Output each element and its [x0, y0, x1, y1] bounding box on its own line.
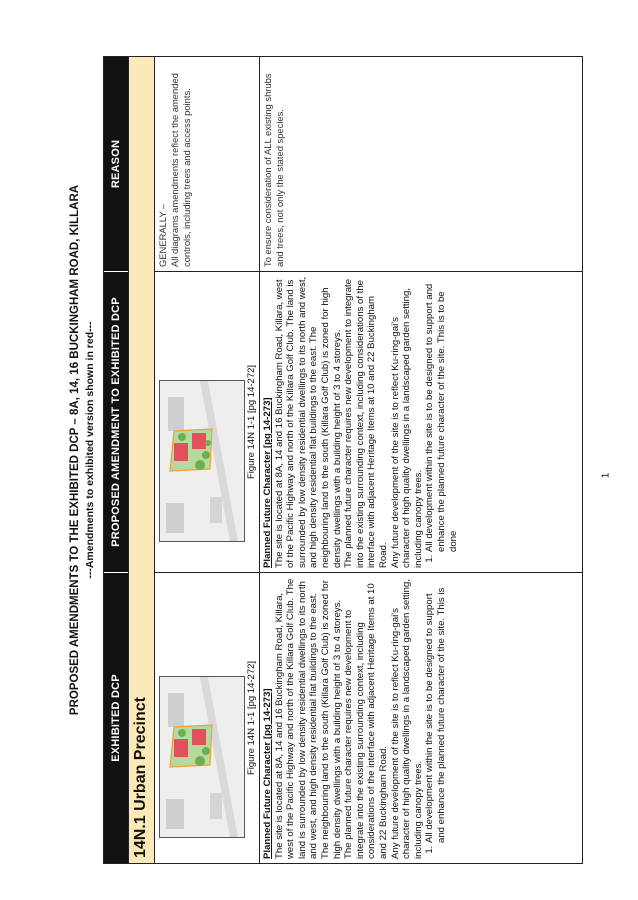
building-shape — [168, 397, 184, 431]
tree-icon — [195, 756, 205, 766]
building-footprint — [192, 729, 206, 745]
tree-icon — [178, 729, 186, 737]
figure-caption: Figure 14N 1-1 [pg 14-272] — [246, 660, 257, 776]
reason-text: All diagrams amendments reflect the amended controls, including trees and access points. — [168, 73, 192, 267]
paragraph: The planned future character requires new development to integrate into the existing surrounding context, including considerations of the interface with adjacent Heritage Items at 10 and 22 Buckingham Road. — [343, 278, 389, 568]
building-footprint — [174, 443, 188, 461]
numbered-list — [424, 577, 447, 859]
figure-caption: Figure 14N 1-1 [pg 14-272] — [246, 364, 257, 480]
tree-icon — [202, 747, 210, 755]
paragraph: The planned future character requires new development to integrate into the existing surrounding context, including considerations of the interface with adjacent Heritage Items at 10 and 22 Buckingham Road. — [343, 583, 389, 859]
proposed-figure-cell — [155, 272, 259, 572]
numbered-list — [424, 276, 459, 568]
section-heading: Planned Future Character [pg 14-273] — [262, 397, 273, 568]
reason-label: GENERALLY – — [157, 203, 168, 267]
table-row — [155, 57, 260, 863]
paragraph: The site is located at 8A, 14 and 16 Buckingham Road, Killara, west of the Pacific Highway and north of the Killara Golf Club. The land is surrounded by low density residential dwellings to its north and west, and high density residential flat buildings to the east. The neighbouring land to the south (Killara Golf Club) is zoned for high density dwellings with a building height of 3 to 4 storeys. — [273, 578, 343, 859]
section-heading: Planned Future Character [pg 14-273] — [262, 688, 273, 859]
site-plan-map — [160, 677, 244, 837]
building-shape — [210, 497, 222, 523]
document-heading — [68, 130, 97, 770]
document-subtitle: ---Amendments to exhibited version shown in red--- — [84, 321, 96, 579]
tree-icon — [195, 460, 205, 470]
reason-cell — [260, 57, 582, 271]
table-row — [260, 57, 582, 863]
building-shape — [168, 693, 184, 727]
page-number: 1 — [600, 472, 612, 479]
section-row — [128, 57, 155, 863]
paragraph: Any future development of the site is to reflect Ku-ring-gai's character of high quality dwellings in a landscaped garden setting, including canopy trees. — [389, 288, 424, 568]
building-shape — [166, 799, 184, 829]
column-header-exhibited: EXHIBITED DCP — [110, 674, 122, 762]
tree-icon — [178, 433, 186, 441]
reason-text: To ensure consideration of ALL existing shrubs and trees, not only the stated species. — [262, 73, 285, 267]
list-item: 1. All development within the site is to be designed to support and enhance the planned future character of the site. This is to be done — [424, 276, 459, 552]
section-title: 14N.1 Urban Precinct — [132, 697, 149, 858]
table-header-row — [104, 57, 128, 863]
column-header-proposed: PROPOSED AMENDMENT TO EXHIBITED DCP — [110, 297, 122, 547]
paragraph: Any future development of the site is to reflect Ku-ring-gai's character of high quality dwellings in a landscaped garden setting, including canopy trees. — [389, 579, 424, 859]
building-shape — [210, 793, 222, 819]
site-plan-map — [160, 381, 244, 541]
document-title: PROPOSED AMENDMENTS TO THE EXHIBITED DCP – 8A, 14, 16 BUCKINGHAM ROAD, KILLARA — [69, 184, 81, 716]
building-shape — [166, 503, 184, 533]
amendments-table — [103, 56, 583, 864]
building-footprint — [192, 433, 206, 449]
site-plan-figure — [159, 676, 245, 838]
proposed-text-cell — [260, 272, 582, 572]
building-footprint — [174, 739, 188, 757]
column-header-reason: REASON — [110, 139, 122, 189]
paragraph: The site is located at 8A, 14 and 16 Buckingham Road, Killara, west of the Pacific Highway and north of the Killara Golf Club. The land is surrounded by low density residential dwellings to its north and west, and high density residential flat buildings to the east. The neighbouring land to the south (Killara Golf Club) is zoned for high density dwellings with a building height of 3 to 4 storeys. — [273, 276, 343, 568]
tree-icon — [205, 440, 211, 446]
exhibited-text-cell — [260, 573, 582, 863]
reason-cell-general — [155, 57, 259, 271]
exhibited-figure-cell — [155, 573, 259, 863]
tree-icon — [202, 451, 210, 459]
header-divider — [104, 271, 128, 272]
list-item: 1. All development within the site is to be designed to support and enhance the planned future character of the site. This is — [424, 577, 447, 843]
site-plan-figure — [159, 380, 245, 542]
header-divider — [104, 572, 128, 573]
